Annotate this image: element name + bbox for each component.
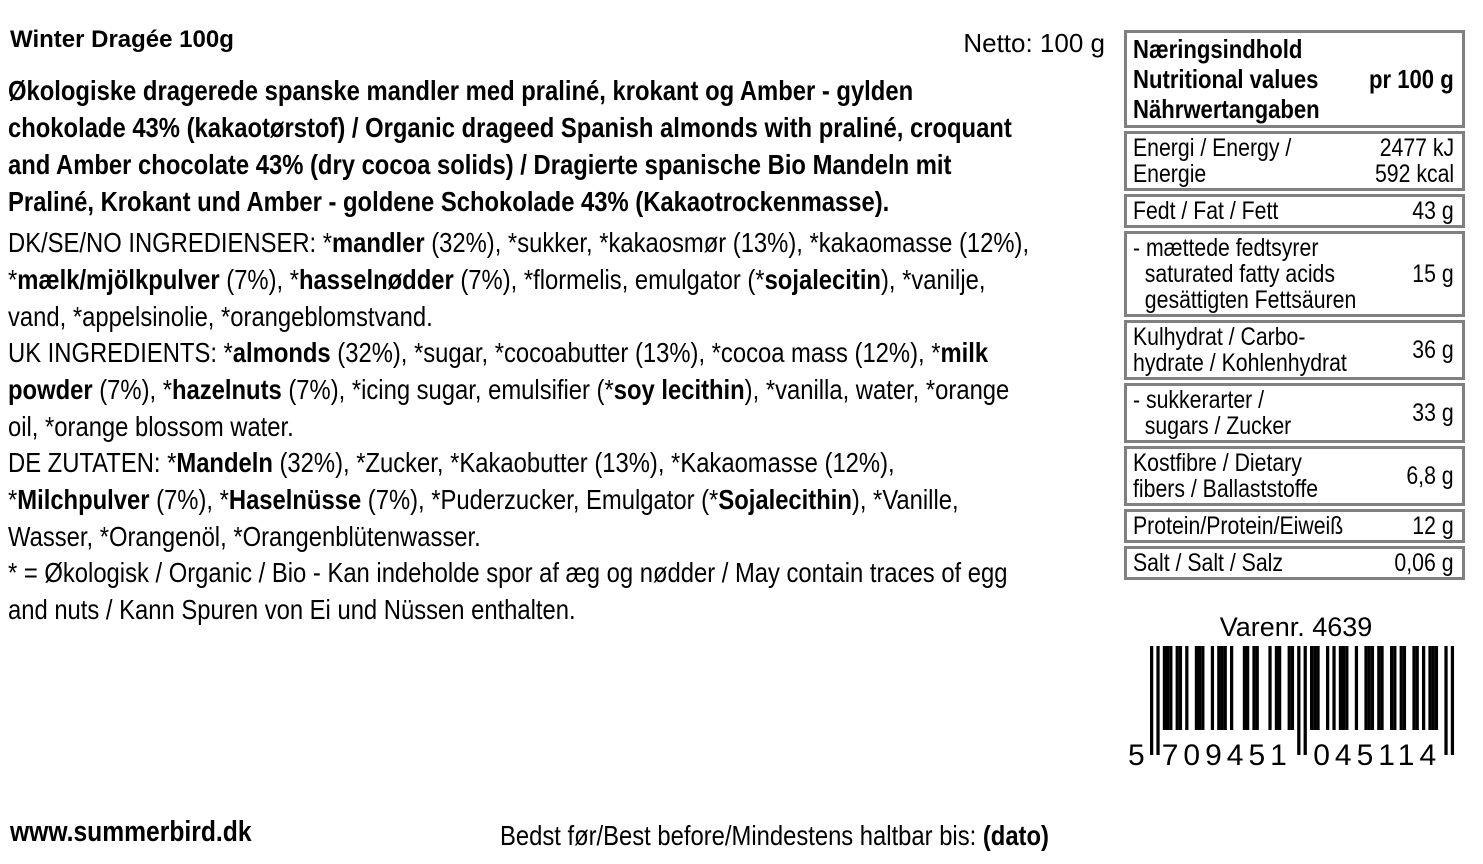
item-number: Varenr. 4639 (1219, 612, 1373, 642)
text-segment: hazelnuts (171, 374, 282, 405)
text-segment: (dato) (982, 820, 1049, 851)
text-segment: Mandeln (176, 447, 273, 478)
text-segment: (7%), *Puderzucker, Emulgator (* (361, 484, 719, 515)
text-segment: DE ZUTATEN: * (8, 447, 177, 478)
nutrition-row (1124, 383, 1465, 443)
text-segment: Wasser, *Orangenöl, *Orangenblütenwasser. (8, 521, 481, 552)
text-line: and Amber chocolate 43% (dry cocoa solids) / Dragierte spanische Bio Mandeln mit (8, 149, 952, 180)
nutrition-row-value: 12 g (1412, 512, 1454, 540)
text-line: * = Økologisk / Organic / Bio - Kan indeholde spor af æg og nødder / May contain traces of egg (8, 557, 1008, 588)
text-segment: mandler (332, 227, 425, 258)
text-line (500, 820, 1049, 852)
nutrition-table-header (1124, 30, 1465, 128)
net-weight: Netto: 100 g (963, 28, 1105, 58)
nutrition-row (1124, 194, 1465, 228)
text-segment: ), *vanilje, (880, 264, 986, 295)
text-segment: Bedst før/Best before/Mindestens haltbar bis: (500, 820, 983, 851)
nutrition-row (1124, 446, 1465, 506)
text-line: chokolade 43% (kakaotørstof) / Organic drageed Spanish almonds with praliné, croquant (8, 112, 1012, 143)
text-line (8, 481, 959, 518)
text-segment: UK INGREDIENTS: * (8, 337, 233, 368)
text-segment: (7%), * (92, 374, 172, 405)
text-segment: oil, *orange blossom water. (8, 411, 294, 442)
nutrition-header-line2: Nutritional values (1133, 64, 1319, 94)
nutrition-row-value: 36 g (1412, 336, 1454, 364)
text-segment: powder (8, 374, 93, 405)
text-segment: Milchpulver (17, 484, 150, 515)
text-segment: ), *vanilla, water, *orange (744, 374, 1010, 405)
text-segment: (7%), * (219, 264, 300, 295)
text-line (8, 408, 1009, 445)
text-segment: (32%), *sugar, *cocoabutter (13%), *cocoa mass (12%), * (330, 337, 941, 368)
nutrition-row-label: Salt / Salt / Salz (1133, 549, 1283, 577)
text-segment: * (8, 264, 18, 295)
text-segment: mælk/mjölkpulver (17, 264, 220, 295)
text-segment: hasselnødder (299, 264, 454, 295)
text-segment: sojalecitin (764, 264, 881, 295)
nutrition-row (1124, 231, 1465, 317)
website-url: www.summerbird.dk (10, 816, 252, 848)
text-segment: (7%), *icing sugar, emulsifier (* (281, 374, 614, 405)
text-segment: vand, *appelsinolie, *orangeblomstvand. (8, 301, 433, 332)
text-line: Praliné, Krokant und Amber - goldene Schokolade 43% (Kakaotrockenmasse). (8, 186, 890, 217)
nutrition-row-label: Kulhydrat / Carbo- hydrate / Kohlenhydrat (1133, 323, 1347, 377)
text-line (8, 371, 1009, 408)
ean-barcode-svg (1126, 646, 1466, 770)
nutrition-row-label: Kostfibre / Dietary fibers / Ballaststoffe (1133, 449, 1319, 503)
nutrition-rows (1124, 131, 1465, 580)
nutrition-row-label: Fedt / Fat / Fett (1133, 197, 1279, 225)
text-segment: almonds (232, 337, 331, 368)
nutrition-row-value: 0,06 g (1394, 549, 1454, 577)
nutrition-header-line1: Næringsindhold (1133, 34, 1303, 64)
text-segment: (7%), * (149, 484, 229, 515)
text-line (8, 444, 959, 481)
product-title: Winter Dragée 100g (10, 26, 234, 53)
nutrition-row-value: 43 g (1412, 197, 1454, 225)
nutrition-row (1124, 509, 1465, 543)
nutrition-row-value: 33 g (1412, 399, 1454, 427)
text-line: Økologiske dragerede spanske mandler med praliné, krokant og Amber - gylden (8, 75, 914, 106)
ingredients-uk (8, 334, 1009, 445)
text-segment: Sojalecithin (718, 484, 852, 515)
text-segment: soy lecithin (613, 374, 745, 405)
nutrition-row-label: - sukkerarter / sugars / Zucker (1133, 386, 1292, 440)
text-segment: ), *Vanille, (851, 484, 959, 515)
nutrition-row-label: Protein/Protein/Eiweiß (1133, 512, 1344, 540)
barcode-digits: 045114 (1313, 739, 1442, 770)
text-segment: (32%), *sukker, *kakaosmør (13%), *kakaomasse (12%), (424, 227, 1030, 258)
ean-barcode (1126, 646, 1466, 775)
text-line (8, 298, 1029, 335)
nutrition-row (1124, 131, 1465, 191)
nutrition-row (1124, 546, 1465, 580)
per-100g-label: pr 100 g (1369, 64, 1454, 94)
text-segment: (32%), *Zucker, *Kakaobutter (13%), *Kakaomasse (12%), (272, 447, 895, 478)
text-line (8, 261, 1029, 298)
text-segment: * (8, 484, 18, 515)
text-line (8, 518, 959, 555)
ingredients-dk-se-no (8, 224, 1029, 335)
nutrition-row-value: 6,8 g (1406, 462, 1454, 490)
nutrition-row-value: 15 g (1412, 260, 1454, 288)
text-segment: DK/SE/NO INGREDIENSER: * (8, 227, 333, 258)
nutrition-table (1124, 30, 1465, 583)
nutrition-header-line3: Nährwertangaben (1133, 94, 1320, 124)
text-segment: Haselnüsse (228, 484, 362, 515)
organic-allergen-note (8, 554, 1007, 628)
nutrition-row-value: 2477 kJ 592 kcal (1374, 134, 1454, 188)
barcode-digits: 5 (1128, 739, 1145, 770)
nutrition-row (1124, 320, 1465, 380)
ingredients-de (8, 444, 959, 555)
text-segment: milk (940, 337, 989, 368)
product-description (8, 72, 1012, 220)
text-line: and nuts / Kann Spuren von Ei und Nüssen enthalten. (8, 594, 576, 625)
nutrition-row-label: - mættede fedtsyrer saturated fatty acids gesättigten Fettsäuren (1133, 234, 1357, 314)
nutrition-row-label: Energi / Energy / Energie (1133, 134, 1292, 188)
text-segment: (7%), *flormelis, emulgator (* (453, 264, 765, 295)
barcode-digits: 709451 (1161, 739, 1292, 770)
text-line (8, 334, 1009, 371)
best-before-line (500, 820, 1049, 852)
text-line (8, 224, 1029, 261)
